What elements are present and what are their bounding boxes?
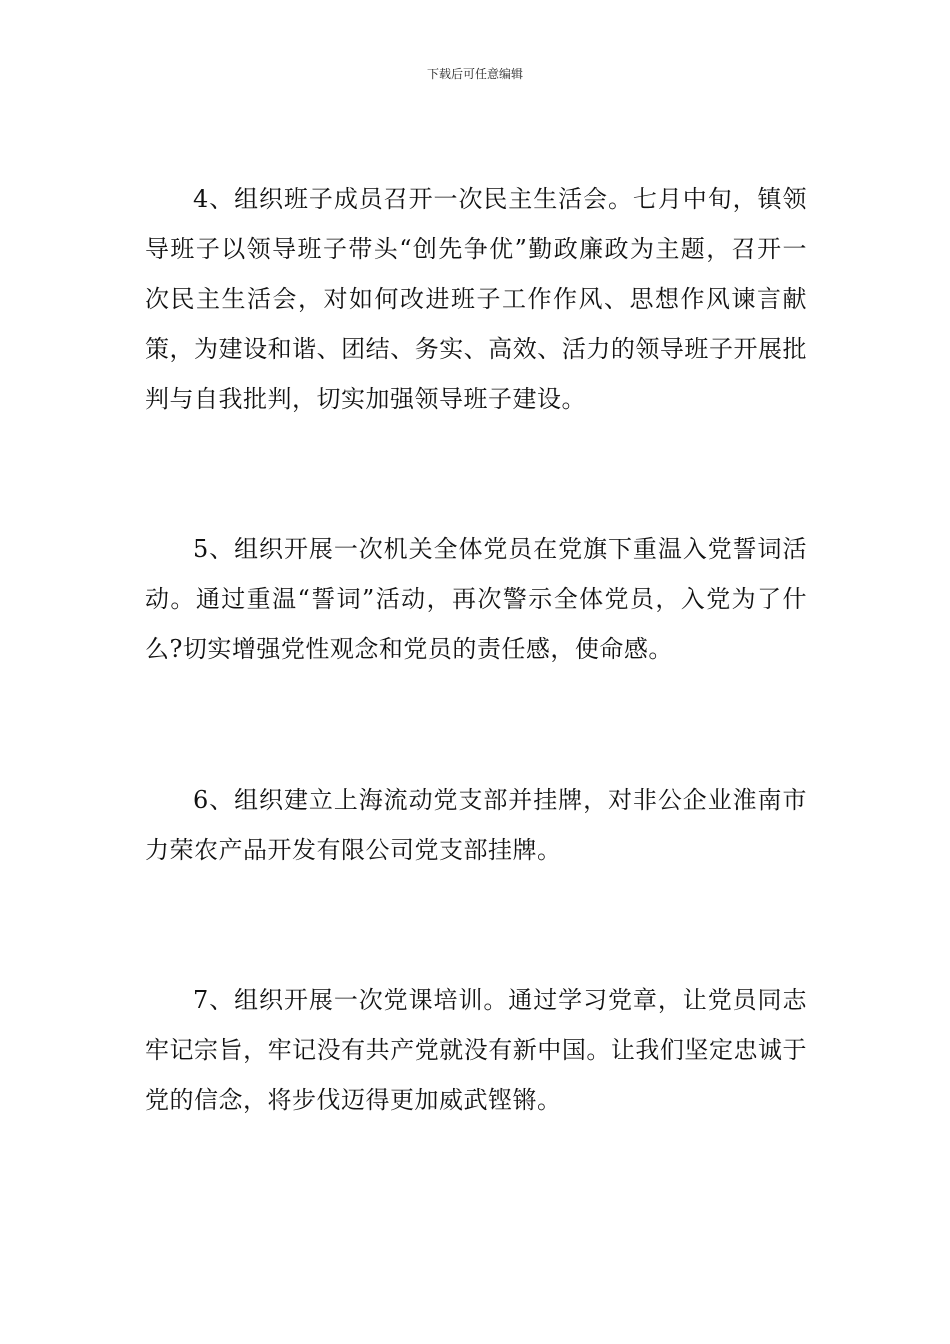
page-header: 下载后可任意编辑 xyxy=(426,67,523,81)
paragraph-item-5: 5、组织开展一次机关全体党员在党旗下重温入党誓词活动。通过重温“誓词”活动，再次警示全体党员，入党为了什么?切实增强党性观念和党员的责任感，使命感。 xyxy=(145,535,807,663)
paragraph-item-4: 4、组织班子成员召开一次民主生活会。七月中旬，镇领导班子以领导班子带头“创先争优”勤政廉政为主题，召开一次民主生活会，对如何改进班子工作作风、思想作风谏言献策，为建设和谐、团结、务实、高效、活力的领导班子开展批判与自我批判，切实加强领导班子建设。 xyxy=(145,185,807,413)
paragraph-item-7: 7、组织开展一次党课培训。通过学习党章，让党员同志牢记宗旨，牢记没有共产党就没有新中国。让我们坚定忠诚于党的信念，将步伐迈得更加威武铿锵。 xyxy=(145,986,807,1114)
paragraph-item-6: 6、组织建立上海流动党支部并挂牌，对非公企业淮南市力荣农产品开发有限公司党支部挂牌。 xyxy=(145,786,807,864)
